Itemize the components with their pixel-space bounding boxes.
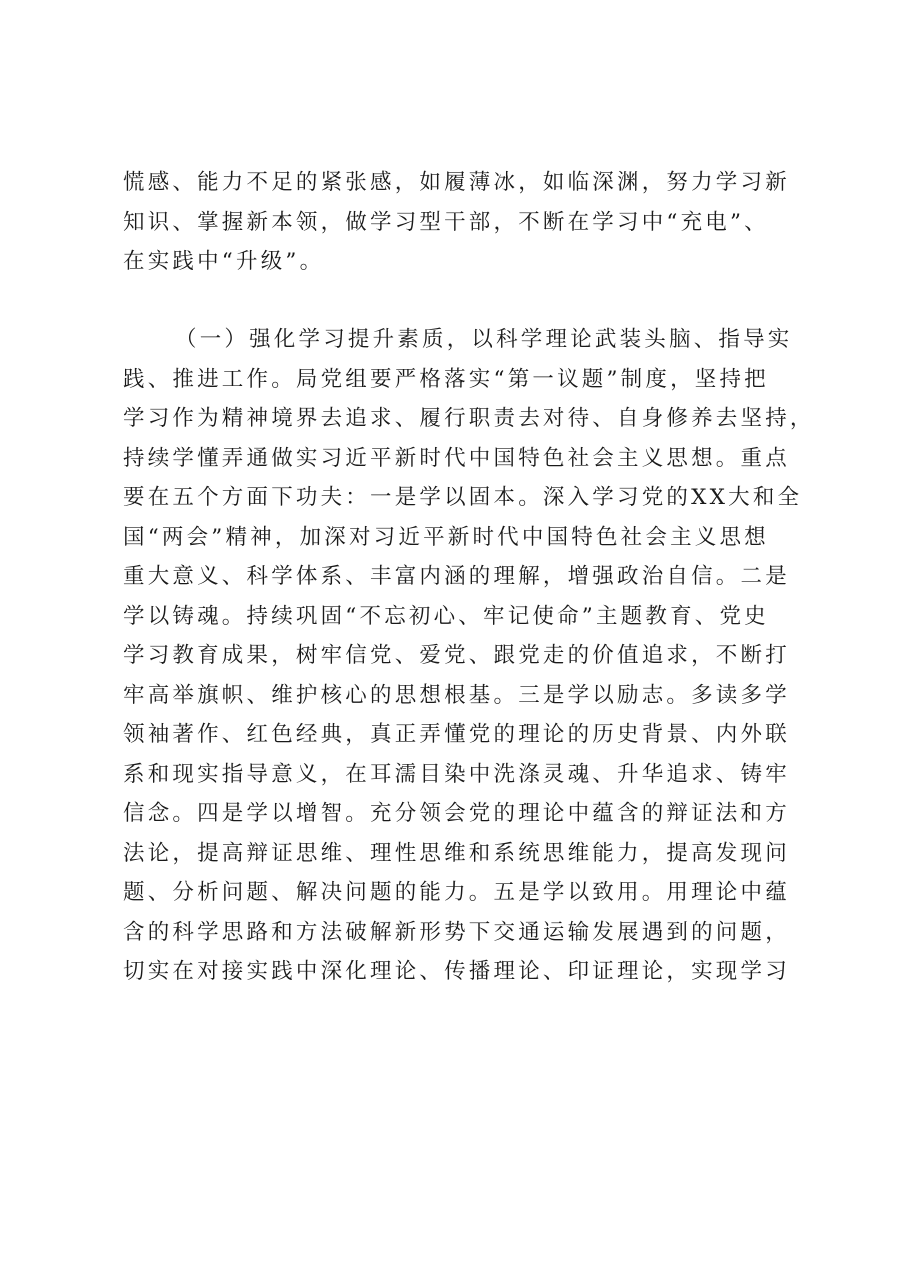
paragraph-line: 切实在对接实践中深化理论、传播理论、印证理论，实现学习	[123, 959, 790, 984]
paragraph-line: 持续学懂弄通做实习近平新时代中国特色社会主义思想。重点	[123, 445, 790, 471]
section-paragraph	[123, 320, 815, 992]
paragraph-line: 重大意义、科学体系、丰富内涵的理解，增强政治自信。二是	[123, 564, 790, 589]
paragraph-line: 领袖著作、红色经典，真正弄懂党的理论的历史背景、内外联	[123, 722, 790, 747]
paragraph-line: 法论，提高辩证思维、理性思维和系统思维能力，提高发现问	[123, 840, 790, 866]
paragraph-line: 践、推进工作。局党组要严格落实“第一议题”制度，坚持把	[123, 366, 769, 392]
paragraph-line: 要在五个方面下功夫：一是学以固本。深入学习党的XX大和全	[123, 485, 803, 510]
paragraph-line: 国“两会”精神，加深对习近平新时代中国特色社会主义思想	[123, 524, 769, 550]
paragraph-line: 学习作为精神境界去追求、履行职责去对待、自身修养去坚持，	[123, 406, 815, 431]
paragraph-line: 知识、掌握新本领，做学习型干部，不断在学习中“充电”、	[123, 209, 769, 235]
paragraph-line: 系和现实指导意义，在耳濡目染中洗涤灵魂、升华追求、铸牢	[123, 761, 790, 787]
paragraph-line: 题、分析问题、解决问题的能力。五是学以致用。用理论中蕴	[123, 880, 790, 905]
section-heading-line: （一）强化学习提升素质，以科学理论武装头脑、指导实	[175, 327, 793, 352]
paragraph-line: 在实践中“升级”。	[123, 249, 325, 274]
continuation-paragraph	[123, 163, 803, 282]
paragraph-line: 含的科学思路和方法破解新形势下交通运输发展遇到的问题，	[123, 919, 790, 945]
paragraph-line: 信念。四是学以增智。充分领会党的理论中蕴含的辩证法和方	[123, 801, 790, 826]
paragraph-line: 慌感、能力不足的紧张感，如履薄冰，如临深渊，努力学习新	[123, 170, 790, 195]
paragraph-line: 牢高举旗帜、维护核心的思想根基。三是学以励志。多读多学	[123, 682, 790, 708]
paragraph-line: 学以铸魂。持续巩固“不忘初心、牢记使命”主题教育、党史	[123, 603, 769, 629]
paragraph-line: 学习教育成果，树牢信党、爱党、跟党走的价值追求，不断打	[123, 643, 790, 668]
